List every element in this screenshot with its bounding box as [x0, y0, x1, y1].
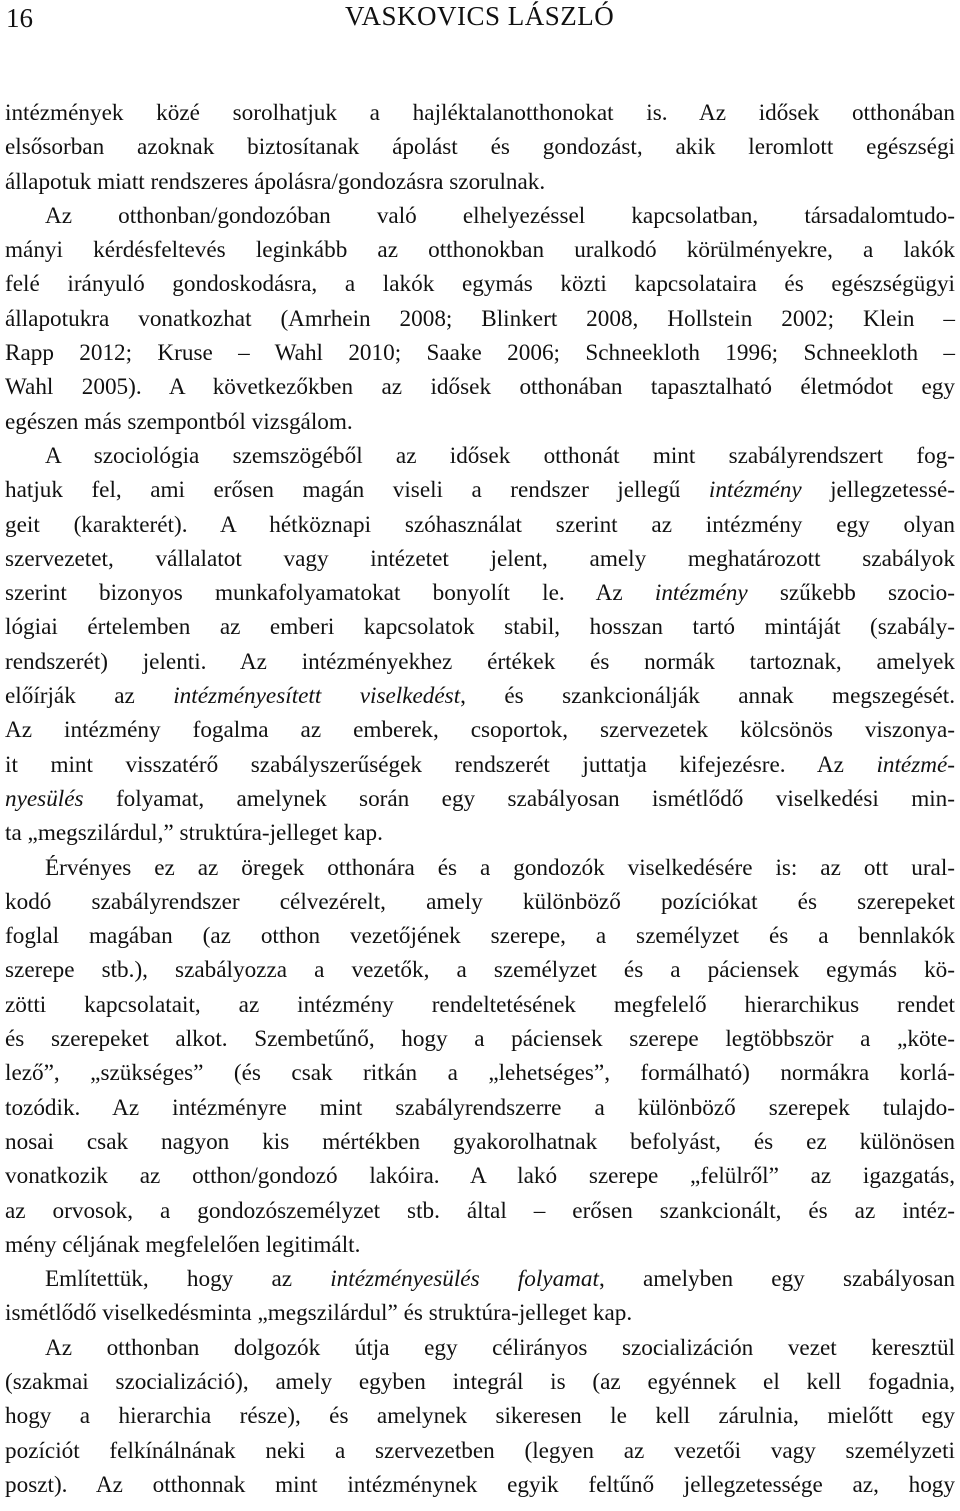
text-line [5, 370, 955, 404]
text-line [5, 1262, 955, 1296]
text-segment: szerint bizonyos munkafolyamatokat bonyolít le. Az [5, 580, 655, 607]
text-line [5, 1125, 955, 1159]
text-line [5, 953, 955, 987]
text-segment: ta „megszilárdul,” struktúra-jelleget kap. [5, 820, 383, 847]
text-line [5, 165, 955, 199]
text-line [5, 302, 955, 336]
text-segment: Említettük, hogy az [45, 1266, 331, 1293]
italic-text: intézmé- [876, 751, 955, 778]
text-line [5, 713, 955, 747]
text-segment: A szociológia szemszögéből az idősek otthonát mint szabályrendszert fog- [45, 442, 955, 469]
italic-text: intézményesülés folyamat [330, 1266, 599, 1293]
text-line [5, 439, 955, 473]
text-segment: mény céljának megfelelően legitimált. [5, 1231, 361, 1258]
text-segment: mányi kérdésfeltevés leginkább az otthonokban uralkodó körülményekre, a lakók [5, 237, 955, 264]
running-head: VASKOVICS LÁSZLÓ [345, 1, 615, 31]
text-segment: szervezetet, vállalatot vagy intézetet jelent, amely meghatározott szabályok [5, 545, 955, 572]
text-segment: szűkebb szocio- [747, 580, 955, 607]
italic-text: intézmény [654, 580, 748, 607]
text-segment: hatjuk fel, ami erősen magán viseli a rendszer jellegű [5, 477, 709, 504]
text-segment: és szerepeket alkot. Szembetűnő, hogy a páciensek szerepe legtöbbször a „köte- [5, 1026, 955, 1053]
text-line [5, 233, 955, 267]
text-segment: hogy a hierarchia része), és amelynek sikeresen le kell zárulnia, mielőtt egy [5, 1403, 955, 1430]
text-segment: Az otthonban/gondozóban való elhelyezéssel kapcsolatban, társadalomtudo- [45, 202, 955, 229]
text-line [5, 199, 955, 233]
text-line [5, 851, 955, 885]
text-line [5, 1399, 955, 1433]
text-segment: Érvényes ez az öregek otthonára és a gondozók viselkedésére is: az ott ural- [45, 854, 955, 881]
text-segment: , és szankcionálják annak megszegését. [460, 683, 955, 710]
text-line [5, 1022, 955, 1056]
text-segment: zötti kapcsolatait, az intézmény rendeltetésének megfelelő hierarchikus rendet [5, 991, 955, 1018]
text-line [5, 988, 955, 1022]
text-segment: poszt). Az otthonnak mint intézménynek egyik feltűnő jellegzetessége az, hogy [5, 1471, 955, 1498]
text-segment: geit (karakterét). A hétköznapi szóhasználat szerint az intézmény egy olyan [5, 511, 955, 538]
text-segment: it mint visszatérő szabályszerűségek rendszerét juttatja kifejezésre. Az [5, 751, 877, 778]
text-line [5, 610, 955, 644]
text-line [5, 576, 955, 610]
text-segment: intézmények közé sorolhatjuk a hajléktalanotthonokat is. Az idősek otthonában [5, 100, 955, 126]
text-segment: Az otthonban dolgozók útja egy célirányos szocializáción vezet keresztül [45, 1334, 955, 1361]
page-number: 16 [6, 3, 33, 33]
text-line [5, 816, 955, 850]
text-segment: folyamat, amelynek során egy szabályosan ismétlődő viselkedési min- [83, 785, 955, 812]
text-line [5, 679, 955, 713]
text-segment: felé irányuló gondoskodásra, a lakók egymás közti kapcsolataira és egészségügyi [5, 271, 955, 298]
text-line [5, 919, 955, 953]
text-segment: kodó szabályrendszer célvezérelt, amely különböző pozíciókat és szerepeket [5, 888, 955, 915]
text-segment: jellegzetessé- [801, 477, 955, 504]
text-line [5, 782, 955, 816]
text-segment: szerepe stb.), szabályozza a vezetők, a személyzet és a páciensek egymás kö- [5, 957, 955, 984]
text-line [5, 1468, 955, 1502]
text-segment: Wahl 2005). A következőkben az idősek otthonában tapasztalható életmódot egy [5, 374, 955, 401]
text-segment: Rapp 2012; Kruse – Wahl 2010; Saake 2006; Schneekloth 1996; Schneekloth – [5, 340, 955, 367]
text-line [5, 1056, 955, 1090]
text-line [5, 405, 955, 439]
text-line [5, 1365, 955, 1399]
text-segment: állapotuk miatt rendszeres ápolásra/gondozásra szorulnak. [5, 168, 546, 195]
text-segment: állapotukra vonatkozhat (Amrhein 2008; Blinkert 2008, Hollstein 2002; Klein – [5, 305, 955, 332]
text-segment: foglal magában (az otthon vezetőjének szerepe, a személyzet és a bennlakók [5, 923, 955, 950]
text-segment: ismétlődő viselkedésminta „megszilárdul” és struktúra-jelleget kap. [5, 1300, 633, 1327]
text-segment: nosai csak nagyon kis mértékben gyakorolhatnak befolyást, és ez különösen [5, 1128, 955, 1155]
text-segment: elsősorban azoknak biztosítanak ápolást és gondozást, akik leromlott egészségi [5, 134, 955, 161]
text-segment: Az intézmény fogalma az emberek, csoportok, szervezetek kölcsönös viszonya- [5, 717, 955, 744]
text-segment: rendszerét) jelenti. Az intézményekhez értékek és normák tartoznak, amelyek [5, 648, 955, 675]
text-segment: tozódik. Az intézményre mint szabályrendszerre a különböző szerepek tulajdo- [5, 1094, 955, 1121]
italic-text: nyesülés [5, 785, 84, 812]
text-line [5, 1091, 955, 1125]
text-line [5, 1434, 955, 1468]
text-line [5, 96, 955, 130]
body-text [5, 96, 955, 1502]
text-line [5, 473, 955, 507]
text-line [5, 1296, 955, 1330]
text-segment: lező”, „szükséges” (és csak ritkán a „lehetséges”, formálható) normákra korlá- [5, 1060, 955, 1087]
text-line [5, 1331, 955, 1365]
text-segment: vonatkozik az otthon/gondozó lakóira. A lakó szerepe „felülről” az igazgatás, [5, 1163, 955, 1190]
text-line [5, 885, 955, 919]
text-segment: előírják az [5, 683, 174, 710]
text-line [5, 1228, 955, 1262]
italic-text: intézmény [708, 477, 802, 504]
text-line [5, 130, 955, 164]
text-line [5, 1159, 955, 1193]
text-line [5, 508, 955, 542]
text-segment: (szakmai szocializáció), amely egyben integrál is (az egyénnek el kell fogadnia, [5, 1368, 955, 1395]
text-segment: egészen más szempontból vizsgálom. [5, 408, 353, 435]
text-line [5, 336, 955, 370]
text-segment: lógiai értelemben az emberi kapcsolatok stabil, hosszan tartó mintáját (szabály- [5, 614, 955, 641]
page-header [0, 0, 960, 50]
text-line [5, 748, 955, 782]
italic-text: intézményesített viselkedést [173, 683, 461, 710]
text-line [5, 542, 955, 576]
text-segment: az orvosok, a gondozószemélyzet stb. által – erősen szankcionált, és az intéz- [5, 1197, 955, 1224]
text-line [5, 645, 955, 679]
text-segment: pozíciót felkínálnának neki a szervezetben (legyen az vezetői vagy személyzeti [5, 1437, 955, 1464]
text-line [5, 1194, 955, 1228]
text-line [5, 267, 955, 301]
text-segment: , amelyben egy szabályosan [598, 1266, 955, 1293]
